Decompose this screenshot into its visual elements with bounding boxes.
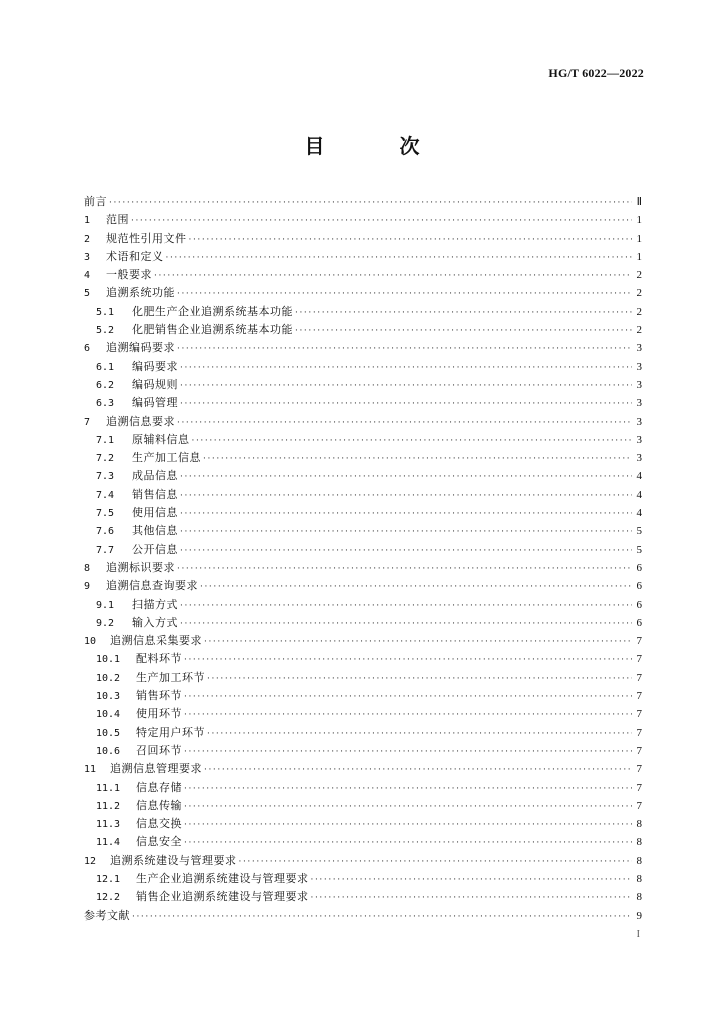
toc-entry[interactable] [84, 907, 642, 925]
toc-entry[interactable] [84, 779, 642, 797]
toc-entry-number: 7.1 [96, 434, 115, 446]
toc-entry-page: 7 [636, 708, 642, 721]
toc-entry-title: 追溯信息查询要求 [106, 579, 198, 593]
toc-entry[interactable] [84, 669, 642, 687]
toc-entry-number: 10.1 [96, 654, 121, 666]
toc-leader-dots [207, 670, 632, 688]
toc-leader-dots [239, 853, 633, 871]
toc-entry-title: 特定用户环节 [136, 725, 205, 739]
toc-entry-title: 配料环节 [136, 652, 182, 666]
toc-leader-dots [180, 395, 632, 413]
toc-entry-title: 召回环节 [136, 743, 182, 757]
toc-entry[interactable] [84, 742, 642, 760]
toc-entry-page: 4 [636, 470, 642, 483]
toc-entry[interactable] [84, 449, 642, 467]
toc-entry[interactable] [84, 870, 642, 888]
toc-entry-title: 编码管理 [132, 396, 178, 410]
toc-entry[interactable] [84, 339, 642, 357]
toc-entry-title: 销售环节 [136, 689, 182, 703]
toc-entry-page: 1 [636, 250, 642, 263]
toc-entry-title: 成品信息 [132, 469, 178, 483]
toc-entry-page: 4 [636, 507, 642, 520]
toc-entry-page: 6 [636, 561, 642, 574]
toc-entry-page: 2 [636, 305, 642, 318]
toc-entry[interactable] [84, 614, 642, 632]
toc-leader-dots [184, 816, 632, 834]
toc-entry-page: 2 [636, 269, 642, 282]
toc-entry-page: 8 [636, 818, 642, 831]
toc-leader-dots [180, 542, 632, 560]
toc-entry-title: 编码要求 [132, 359, 178, 373]
toc-leader-dots [180, 359, 632, 377]
toc-entry-page: 3 [636, 433, 642, 446]
toc-entry-page: 7 [636, 671, 642, 684]
toc-entry-title: 化肥生产企业追溯系统基本功能 [132, 304, 293, 318]
toc-entry-title: 信息存储 [136, 780, 182, 794]
toc-leader-dots [177, 414, 632, 432]
toc-entry-number: 5.1 [96, 306, 115, 318]
toc-leader-dots [204, 761, 632, 779]
toc-entry-title: 术语和定义 [106, 249, 164, 263]
toc-entry-number: 10.2 [96, 672, 121, 684]
toc-entry[interactable] [84, 522, 642, 540]
toc-entry-page: 3 [636, 397, 642, 410]
toc-entry-page: 3 [636, 342, 642, 355]
toc-entry-number: 6.3 [96, 398, 115, 410]
toc-entry-title: 信息交换 [136, 817, 182, 831]
toc-entry-page: 6 [636, 616, 642, 629]
toc-entry-page: 7 [636, 799, 642, 812]
toc-leader-dots [184, 798, 632, 816]
toc-entry-title: 原辅料信息 [132, 432, 190, 446]
toc-entry-title: 生产加工信息 [132, 451, 201, 465]
toc-leader-dots [184, 834, 632, 852]
page-title: 目 次 [304, 134, 454, 158]
toc-entry[interactable] [84, 577, 642, 595]
toc-entry-title: 追溯信息采集要求 [110, 634, 202, 648]
toc-entry-title: 生产加工环节 [136, 670, 205, 684]
toc-entry[interactable] [84, 888, 642, 906]
toc-entry[interactable] [84, 211, 642, 229]
toc-leader-dots [131, 212, 632, 230]
toc-entry-title: 一般要求 [106, 268, 152, 282]
toc-entry-title: 生产企业追溯系统建设与管理要求 [136, 871, 309, 885]
toc-entry[interactable] [84, 467, 642, 485]
toc-entry[interactable] [84, 413, 642, 431]
toc-entry-title: 使用信息 [132, 506, 178, 520]
toc-entry-number: 11 [84, 764, 97, 776]
toc-entry[interactable] [84, 596, 642, 614]
page-number: I [636, 929, 640, 940]
toc-entry-number: 10.3 [96, 691, 121, 703]
toc-entry-page: 7 [636, 726, 642, 739]
toc-leader-dots [184, 651, 632, 669]
toc-entry-title: 追溯系统建设与管理要求 [110, 853, 237, 867]
toc-entry-title: 规范性引用文件 [106, 231, 187, 245]
table-of-contents [84, 193, 642, 925]
toc-entry-page: 7 [636, 781, 642, 794]
toc-entry-number: 6.1 [96, 361, 115, 373]
toc-entry-title: 编码规则 [132, 377, 178, 391]
toc-leader-dots [177, 285, 632, 303]
toc-entry[interactable] [84, 248, 642, 266]
toc-entry[interactable] [84, 284, 642, 302]
toc-entry-page: 7 [636, 744, 642, 757]
toc-entry-number: 5.2 [96, 325, 115, 337]
toc-entry[interactable] [84, 760, 642, 778]
toc-leader-dots [132, 908, 632, 926]
standard-code: HG/T 6022—2022 [548, 66, 644, 80]
toc-leader-dots [200, 578, 632, 596]
toc-entry[interactable] [84, 687, 642, 705]
toc-entry[interactable] [84, 797, 642, 815]
toc-entry[interactable] [84, 815, 642, 833]
toc-leader-dots [166, 249, 633, 267]
toc-entry-title: 销售信息 [132, 487, 178, 501]
toc-entry[interactable] [84, 705, 642, 723]
toc-entry-number: 10.5 [96, 727, 121, 739]
toc-entry-number: 7.2 [96, 453, 115, 465]
toc-entry-number: 10.4 [96, 709, 121, 721]
toc-entry-title: 使用环节 [136, 707, 182, 721]
toc-leader-dots [203, 450, 632, 468]
toc-entry-page: Ⅱ [636, 196, 642, 208]
toc-entry-title: 追溯信息要求 [106, 414, 175, 428]
toc-entry-page: 3 [636, 378, 642, 391]
toc-leader-dots [180, 523, 632, 541]
toc-entry-page: 4 [636, 488, 642, 501]
toc-entry-page: 7 [636, 763, 642, 776]
toc-entry-page: 7 [636, 690, 642, 703]
toc-leader-dots [180, 505, 632, 523]
toc-entry-title: 销售企业追溯系统建设与管理要求 [136, 890, 309, 904]
toc-entry-number: 9.2 [96, 617, 115, 629]
toc-leader-dots [184, 743, 632, 761]
toc-entry-title: 追溯系统功能 [106, 286, 175, 300]
toc-entry-page: 3 [636, 415, 642, 428]
toc-leader-dots [311, 871, 633, 889]
toc-entry-number: 12.1 [96, 873, 121, 885]
toc-entry-number: 12 [84, 855, 97, 867]
toc-entry-page: 1 [636, 232, 642, 245]
toc-entry-number: 12.2 [96, 892, 121, 904]
toc-leader-dots [311, 889, 633, 907]
toc-leader-dots [295, 304, 632, 322]
toc-entry-number: 6 [84, 343, 91, 355]
toc-leader-dots [109, 194, 632, 212]
toc-entry-title: 公开信息 [132, 542, 178, 556]
toc-entry[interactable] [84, 358, 642, 376]
toc-entry[interactable] [84, 431, 642, 449]
toc-leader-dots [177, 560, 632, 578]
toc-entry[interactable] [84, 321, 642, 339]
toc-entry[interactable] [84, 486, 642, 504]
toc-entry-title: 参考文献 [84, 908, 130, 922]
toc-leader-dots [207, 725, 632, 743]
toc-leader-dots [295, 322, 632, 340]
toc-entry[interactable] [84, 632, 642, 650]
toc-entry-page: 7 [636, 635, 642, 648]
toc-leader-dots [189, 231, 633, 249]
toc-entry[interactable] [84, 541, 642, 559]
toc-entry-page: 8 [636, 854, 642, 867]
toc-entry[interactable] [84, 559, 642, 577]
toc-entry-page: 6 [636, 580, 642, 593]
toc-entry-title: 前言 [84, 195, 107, 208]
toc-entry-page: 3 [636, 360, 642, 373]
toc-entry[interactable] [84, 394, 642, 412]
toc-leader-dots [177, 340, 632, 358]
toc-entry-number: 10.6 [96, 745, 121, 757]
toc-leader-dots [180, 377, 632, 395]
toc-entry[interactable] [84, 230, 642, 248]
toc-entry-number: 7.3 [96, 471, 115, 483]
toc-entry-page: 5 [636, 525, 642, 538]
toc-entry-number: 6.2 [96, 379, 115, 391]
toc-entry[interactable] [84, 193, 642, 211]
toc-entry-page: 2 [636, 287, 642, 300]
toc-entry-number: 7.4 [96, 489, 115, 501]
toc-entry-title: 信息传输 [136, 798, 182, 812]
toc-entry-number: 7.7 [96, 544, 115, 556]
toc-entry-number: 3 [84, 251, 91, 263]
toc-leader-dots [180, 615, 632, 633]
toc-entry-number: 11.1 [96, 782, 121, 794]
toc-entry-number: 8 [84, 562, 91, 574]
toc-entry[interactable] [84, 266, 642, 284]
toc-entry-number: 7.5 [96, 508, 115, 520]
toc-entry[interactable] [84, 724, 642, 742]
toc-entry-title: 追溯信息管理要求 [110, 762, 202, 776]
toc-entry[interactable] [84, 376, 642, 394]
toc-entry-number: 5 [84, 288, 91, 300]
toc-leader-dots [184, 780, 632, 798]
toc-entry-page: 1 [636, 214, 642, 227]
toc-entry-page: 3 [636, 452, 642, 465]
toc-entry-page: 9 [636, 909, 642, 922]
toc-entry-title: 扫描方式 [132, 597, 178, 611]
toc-entry-number: 1 [84, 215, 91, 227]
toc-leader-dots [154, 267, 632, 285]
toc-entry-number: 7 [84, 416, 91, 428]
toc-entry-page: 7 [636, 653, 642, 666]
toc-entry-title: 追溯编码要求 [106, 341, 175, 355]
toc-entry-page: 8 [636, 872, 642, 885]
toc-entry-number: 2 [84, 233, 91, 245]
toc-entry-page: 2 [636, 324, 642, 337]
toc-leader-dots [184, 688, 632, 706]
toc-entry-page: 5 [636, 543, 642, 556]
toc-entry-number: 10 [84, 636, 97, 648]
toc-entry[interactable] [84, 504, 642, 522]
toc-entry[interactable] [84, 852, 642, 870]
toc-entry-number: 11.3 [96, 819, 121, 831]
toc-entry-number: 11.4 [96, 837, 121, 849]
toc-entry-title: 信息安全 [136, 835, 182, 849]
toc-entry[interactable] [84, 650, 642, 668]
toc-entry-number: 7.6 [96, 526, 115, 538]
toc-entry-title: 化肥销售企业追溯系统基本功能 [132, 323, 293, 337]
toc-leader-dots [180, 487, 632, 505]
toc-entry-title: 范围 [106, 213, 129, 227]
toc-entry-title: 追溯标识要求 [106, 560, 175, 574]
toc-leader-dots [180, 597, 632, 615]
toc-leader-dots [204, 633, 632, 651]
toc-entry-title: 输入方式 [132, 615, 178, 629]
toc-entry-number: 4 [84, 270, 91, 282]
toc-entry[interactable] [84, 303, 642, 321]
toc-entry-page: 8 [636, 836, 642, 849]
toc-entry-number: 9 [84, 581, 91, 593]
toc-leader-dots [192, 432, 633, 450]
toc-entry[interactable] [84, 833, 642, 851]
toc-leader-dots [180, 468, 632, 486]
toc-entry-number: 11.2 [96, 800, 121, 812]
toc-entry-number: 9.1 [96, 599, 115, 611]
toc-entry-title: 其他信息 [132, 524, 178, 538]
toc-entry-page: 8 [636, 891, 642, 904]
toc-entry-page: 6 [636, 598, 642, 611]
toc-leader-dots [184, 706, 632, 724]
